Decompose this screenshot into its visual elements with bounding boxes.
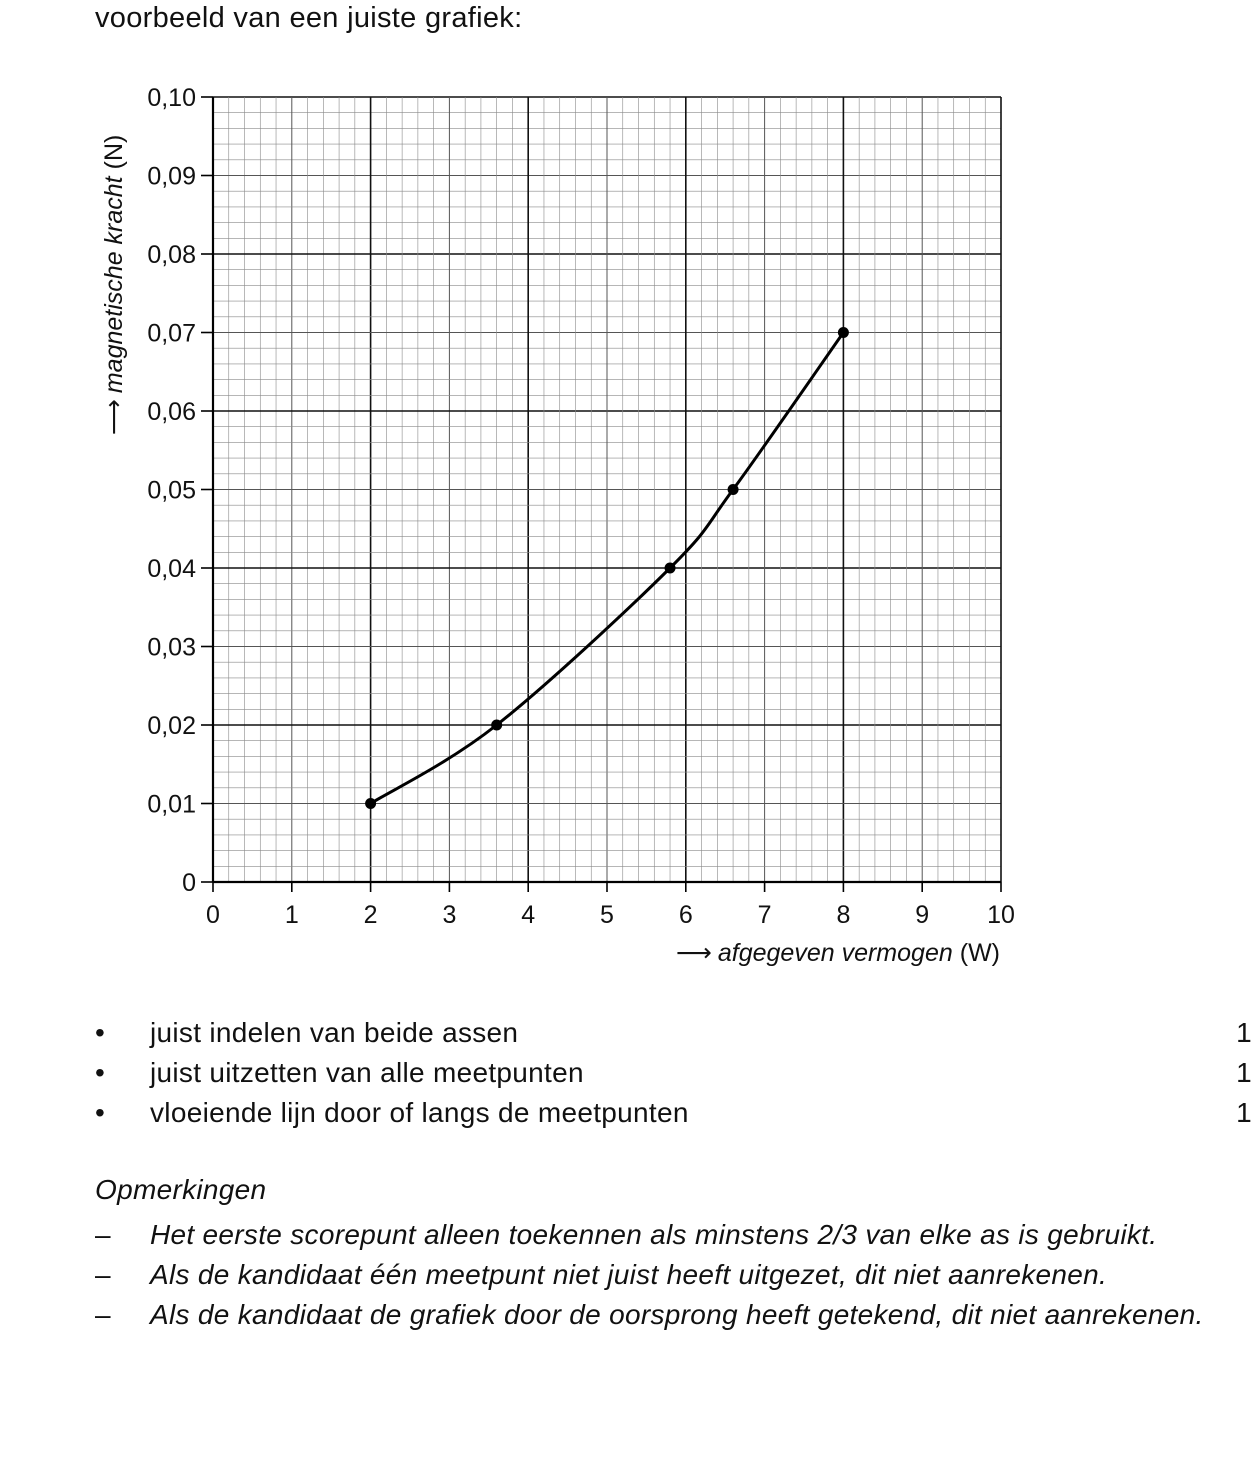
x-tick-label: 9 [915, 901, 930, 929]
criterion-item [95, 1013, 1252, 1053]
x-tick-label: 0 [206, 901, 220, 929]
x-tick-label: 4 [521, 901, 536, 929]
y-axis-arrow: ⟶ [100, 399, 128, 435]
y-axis-unit: (N) [100, 134, 128, 170]
x-axis-title: afgegeven vermogen [717, 939, 953, 967]
criterion-item [95, 1093, 1252, 1133]
remark-item [95, 1295, 1205, 1335]
data-point [365, 798, 376, 809]
x-tick-label: 8 [836, 901, 851, 929]
criterion-score: 1 [1236, 1097, 1252, 1128]
graph-grid [213, 97, 1001, 882]
remark-text: Als de kandidaat de grafiek door de oorsprong heeft getekend, dit niet aanrekenen. [150, 1299, 1204, 1330]
y-tick-label: 0 [182, 869, 196, 897]
y-tick-label: 0,08 [147, 241, 196, 269]
criterion-text: juist indelen van beide assen [150, 1017, 519, 1048]
remark-text: Als de kandidaat één meetpunt niet juist heeft uitgezet, dit niet aanrekenen. [150, 1259, 1108, 1290]
bullet: • [95, 1017, 106, 1048]
dash: – [95, 1219, 111, 1250]
bullet: • [95, 1097, 106, 1128]
x-tick-labels [206, 901, 1015, 929]
dash: – [95, 1259, 111, 1290]
x-axis-unit: (W) [959, 939, 1000, 967]
bullet: • [95, 1057, 106, 1088]
axis-ticks [201, 97, 1001, 892]
remark-item [95, 1255, 1205, 1295]
y-tick-label: 0,06 [147, 398, 196, 426]
x-tick-label: 6 [678, 901, 693, 929]
data-point [491, 720, 502, 731]
intro-text: voorbeeld van een juiste grafiek: [95, 2, 523, 34]
remark-item [95, 1215, 1205, 1255]
remarks-title: Opmerkingen [95, 1174, 267, 1205]
x-tick-label: 2 [363, 901, 378, 929]
y-tick-label: 0,04 [147, 555, 196, 583]
x-axis-arrow: ⟶ [676, 939, 712, 967]
criterion-text: vloeiende lijn door of langs de meetpunten [150, 1097, 689, 1128]
y-tick-label: 0,05 [147, 476, 196, 505]
remark-text: Het eerste scorepunt alleen toekennen als minstens 2/3 van elke as is gebruikt. [150, 1219, 1158, 1250]
criterion-text: juist uitzetten van alle meetpunten [150, 1057, 584, 1088]
data-point [728, 484, 739, 495]
x-tick-label: 5 [600, 901, 614, 929]
y-tick-label: 0,10 [147, 84, 196, 112]
y-tick-label: 0,01 [147, 790, 196, 819]
x-tick-label: 3 [442, 901, 457, 929]
y-tick-label: 0,09 [147, 162, 196, 191]
criterion-item [95, 1053, 1252, 1093]
dash: – [95, 1299, 111, 1330]
x-tick-label: 10 [987, 901, 1015, 929]
criterion-score: 1 [1236, 1057, 1252, 1088]
x-tick-label: 1 [284, 901, 299, 929]
remarks-list [95, 1215, 1205, 1335]
graph [0, 60, 1100, 990]
y-tick-labels [147, 84, 196, 897]
y-axis-label [100, 135, 128, 435]
scoring-criteria [95, 1013, 1252, 1133]
y-tick-label: 0,03 [147, 633, 196, 662]
data-point [838, 327, 849, 338]
y-axis-title: magnetische kracht [100, 176, 128, 394]
data-point [665, 563, 676, 574]
x-axis-label [676, 939, 1000, 967]
y-tick-label: 0,02 [147, 712, 196, 740]
x-tick-label: 7 [757, 901, 772, 929]
y-tick-label: 0,07 [147, 319, 196, 348]
criterion-score: 1 [1236, 1017, 1252, 1048]
